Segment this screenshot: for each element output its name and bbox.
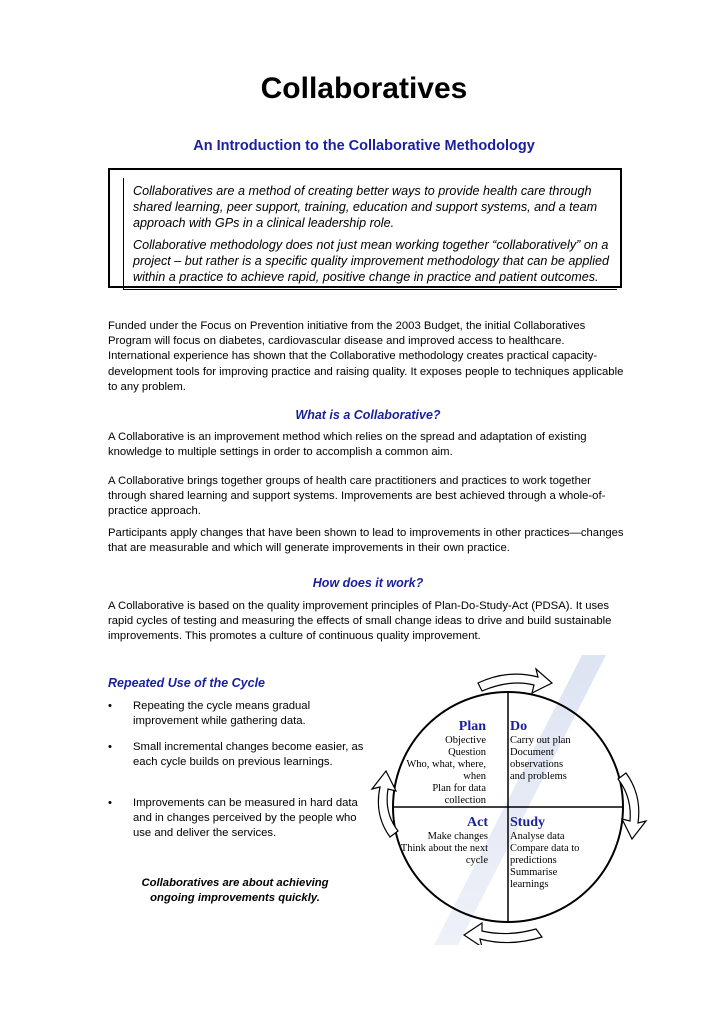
bullet-marker: • (108, 797, 112, 809)
cycle-bullet (108, 796, 368, 842)
page-title: Collaboratives (260, 72, 468, 105)
study-step: learnings (510, 879, 549, 890)
act-steps (401, 831, 489, 866)
plan-step: Plan for data (432, 783, 486, 794)
act-step: cycle (465, 855, 488, 866)
what-is-heading: What is a Collaborative? (295, 408, 441, 422)
plan-title: Plan (458, 719, 486, 734)
intro-box (133, 183, 621, 291)
what-is-paragraph-2: A Collaborative brings together groups of health care practitioners and practices to work together through shared learning and support systems. Improvements are best achieved through a whole-of-practice approach. (108, 475, 606, 518)
study-step: predictions (510, 855, 557, 866)
act-step: Think about the next (400, 843, 488, 854)
do-steps (510, 735, 571, 782)
do-step: Document (510, 747, 554, 758)
cycle-heading: Repeated Use of the Cycle (108, 676, 265, 690)
act-title: Act (467, 815, 488, 830)
plan-step: when (463, 771, 486, 782)
bullet-marker: • (108, 700, 112, 712)
do-title: Do (510, 719, 528, 734)
page-subtitle: An Introduction to the Collaborative Methodology (193, 138, 535, 154)
how-it-works-heading: How does it work? (312, 576, 424, 590)
what-is-paragraph-1: A Collaborative is an improvement method which relies on the spread and adaptation of existing knowledge to multiple settings in order to accomplish a common aim. (108, 431, 587, 459)
do-step: observations (510, 759, 564, 770)
study-steps (510, 831, 579, 890)
arrow-top-icon (478, 669, 552, 693)
arrow-left-icon (372, 771, 398, 837)
cycle-bullet-text: Small incremental changes become easier, as each cycle builds on previous learnings. (133, 741, 364, 768)
study-title: Study (510, 815, 546, 830)
intro-box-paragraph-1: Collaboratives are a method of creating better ways to provide health care through shared learning, peer support, training, education and support systems, and a team approach with GPs in a clinical leadership role. (133, 184, 598, 230)
closing-quote: Collaboratives are about achieving ongoing improvements quickly. (141, 877, 329, 904)
plan-step: Question (448, 747, 486, 758)
plan-steps (406, 735, 486, 806)
study-step: Compare data to (510, 843, 580, 854)
intro-box-paragraph-2: Collaborative methodology does not just mean working together “collaboratively” on a project – but rather is a specific quality improvement methodology that can be applied within a practice to achieve rapid, positive change in practice and patient outcomes. (133, 238, 610, 284)
funding-paragraph: Funded under the Focus on Prevention initiative from the 2003 Budget, the initial Collaboratives Program will focus on diabetes, cardiovascular disease and improved access to healthcare. International experience has shown that the Collaborative methodology creates practical capacity-development tools for improving practice and raising quality. It exposes people to techniques applicable to any problem. (108, 320, 624, 393)
bullet-marker: • (108, 741, 112, 753)
plan-step: Objective (445, 735, 486, 746)
plan-step: collection (444, 795, 486, 806)
cycle-bullet-text: Repeating the cycle means gradual improvement while gathering data. (133, 700, 311, 727)
pdsa-cycle-diagram (360, 655, 660, 945)
act-step: Make changes (427, 831, 488, 842)
arrow-bottom-icon (464, 923, 542, 945)
study-step: Analyse data (510, 831, 565, 842)
study-step: Summarise (510, 867, 558, 878)
cycle-bullet (108, 740, 368, 786)
cycle-bullet-text: Improvements can be measured in hard data and in changes perceived by the people who use and deliver the services. (133, 797, 358, 839)
how-it-works-paragraph: A Collaborative is based on the quality improvement principles of Plan-Do-Study-Act (PDSA). It uses rapid cycles of testing and measuring the effects of small change ideas to drive and build sustainable improvements. This promotes a culture of continuous quality improvement. (108, 600, 612, 643)
what-is-paragraph-3: Participants apply changes that have been shown to lead to improvements in other practices—changes that are measurable and which will generate improvements in their own practice. (108, 527, 624, 555)
cycle-bullet (108, 699, 368, 731)
plan-step: Who, what, where, (406, 759, 486, 770)
do-step: and problems (510, 771, 567, 782)
do-step: Carry out plan (510, 735, 571, 746)
